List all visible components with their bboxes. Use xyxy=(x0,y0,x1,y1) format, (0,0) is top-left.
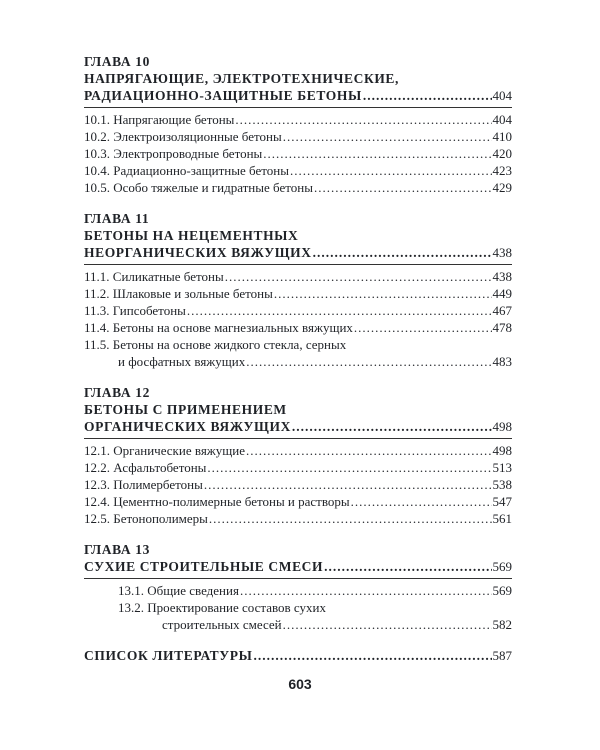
table-of-contents xyxy=(84,53,512,664)
divider xyxy=(84,264,512,265)
chapter-13 xyxy=(84,541,512,633)
toc-item xyxy=(84,179,512,196)
toc-item-label: 13.1. Общие сведения xyxy=(118,583,239,598)
toc-item xyxy=(84,582,512,599)
leader-dots xyxy=(207,459,491,476)
page-ref: 404 xyxy=(492,88,512,103)
page-ref: 587 xyxy=(492,648,512,663)
leader-dots xyxy=(253,647,491,664)
page-ref: 420 xyxy=(492,146,512,161)
page-ref: 410 xyxy=(492,129,512,144)
divider xyxy=(84,438,512,439)
toc-item-label: 11.1. Силикатные бетоны xyxy=(84,269,224,284)
leader-dots xyxy=(204,476,492,493)
toc-item-label: 10.5. Особо тяжелые и гидратные бетоны xyxy=(84,180,313,195)
leader-dots xyxy=(351,493,492,510)
toc-item xyxy=(84,353,512,370)
toc-item-label: 10.1. Напрягающие бетоны xyxy=(84,112,235,127)
chapter-label: ГЛАВА 11 xyxy=(84,211,150,226)
toc-item-label: строительных смесей xyxy=(162,617,282,632)
toc-item-label: 10.3. Электропроводные бетоны xyxy=(84,146,263,161)
references-row xyxy=(84,647,512,664)
toc-item-label: 11.2. Шлаковые и зольные бетоны xyxy=(84,286,273,301)
toc-item-label: 10.4. Радиационно-защитные бетоны xyxy=(84,163,289,178)
toc-item-label: 11.4. Бетоны на основе магнезиальных вяжущих xyxy=(84,320,353,335)
toc-item xyxy=(84,319,512,336)
toc-item xyxy=(84,476,512,493)
leader-dots xyxy=(324,558,491,575)
chapter-label: ГЛАВА 10 xyxy=(84,54,150,69)
chapter-title-row xyxy=(84,418,512,435)
chapter-title: БЕТОНЫ НА НЕЦЕМЕНТНЫХ xyxy=(84,228,299,243)
page-ref: 449 xyxy=(492,286,512,301)
chapter-title: СУХИЕ СТРОИТЕЛЬНЫЕ СМЕСИ xyxy=(84,559,324,574)
toc-item xyxy=(84,145,512,162)
chapter-label: ГЛАВА 13 xyxy=(84,542,150,557)
chapter-title: РАДИАЦИОННО-ЗАЩИТНЫЕ БЕТОНЫ xyxy=(84,88,362,103)
leader-dots xyxy=(240,582,492,599)
chapter-title: ОРГАНИЧЕСКИХ ВЯЖУЩИХ xyxy=(84,419,291,434)
toc-item-label: 12.2. Асфальтобетоны xyxy=(84,460,207,475)
toc-item-label: 12.4. Цементно-полимерные бетоны и растворы xyxy=(84,494,350,509)
chapter-title: НЕОРГАНИЧЕСКИХ ВЯЖУЩИХ xyxy=(84,245,312,260)
leader-dots xyxy=(290,162,492,179)
toc-item xyxy=(84,302,512,319)
page-ref: 547 xyxy=(492,494,512,509)
chapter-11 xyxy=(84,210,512,370)
toc-item-label: 12.1. Органические вяжущие xyxy=(84,443,246,458)
chapter-title-row xyxy=(84,87,512,104)
leader-dots xyxy=(235,111,491,128)
toc-item-label: 12.3. Полимербетоны xyxy=(84,477,203,492)
page-ref: 569 xyxy=(492,583,512,598)
leader-dots xyxy=(283,128,492,145)
divider xyxy=(84,107,512,108)
chapter-10 xyxy=(84,53,512,196)
page-ref: 513 xyxy=(492,460,512,475)
toc-item xyxy=(84,442,512,459)
toc-item xyxy=(84,285,512,302)
toc-item xyxy=(84,493,512,510)
page-number: 603 xyxy=(288,676,312,692)
toc-item-label: и фосфатных вяжущих xyxy=(118,354,246,369)
leader-dots xyxy=(263,145,491,162)
leader-dots xyxy=(283,616,492,633)
toc-item xyxy=(84,459,512,476)
page-ref: 423 xyxy=(492,163,512,178)
page-ref: 498 xyxy=(492,419,512,434)
toc-item-label: 10.2. Электроизоляционные бетоны xyxy=(84,129,282,144)
toc-item-label: 11.3. Гипсобетоны xyxy=(84,303,186,318)
leader-dots xyxy=(314,179,492,196)
divider xyxy=(84,578,512,579)
chapter-title-row xyxy=(84,244,512,261)
toc-item xyxy=(84,616,512,633)
page-ref: 467 xyxy=(492,303,512,318)
leader-dots xyxy=(292,418,492,435)
toc-item xyxy=(84,510,512,527)
toc-item xyxy=(84,268,512,285)
toc-item xyxy=(84,111,512,128)
chapter-title: БЕТОНЫ С ПРИМЕНЕНИЕМ xyxy=(84,402,287,417)
toc-item xyxy=(84,128,512,145)
leader-dots xyxy=(313,244,492,261)
toc-item xyxy=(84,162,512,179)
page-ref: 429 xyxy=(492,180,512,195)
page-ref: 582 xyxy=(492,617,512,632)
page-ref: 498 xyxy=(492,443,512,458)
toc-item-label: 11.5. Бетоны на основе жидкого стекла, серных xyxy=(84,337,347,352)
toc-item-label: 12.5. Бетонополимеры xyxy=(84,511,208,526)
leader-dots xyxy=(225,268,492,285)
toc-item-label: 13.2. Проектирование составов сухих xyxy=(118,600,326,615)
page-ref: 438 xyxy=(492,269,512,284)
leader-dots xyxy=(209,510,492,527)
chapter-title-row xyxy=(84,558,512,575)
page-ref: 483 xyxy=(492,354,512,369)
leader-dots xyxy=(274,285,492,302)
references-title: СПИСОК ЛИТЕРАТУРЫ xyxy=(84,648,253,663)
chapter-title: НАПРЯГАЮЩИЕ, ЭЛЕКТРОТЕХНИЧЕСКИЕ, xyxy=(84,71,400,86)
page-ref: 404 xyxy=(492,112,512,127)
leader-dots xyxy=(354,319,492,336)
page-ref: 438 xyxy=(492,245,512,260)
leader-dots xyxy=(246,442,491,459)
leader-dots xyxy=(246,353,491,370)
page-ref: 538 xyxy=(492,477,512,492)
chapter-12 xyxy=(84,384,512,527)
leader-dots xyxy=(363,87,492,104)
leader-dots xyxy=(187,302,492,319)
page-ref: 561 xyxy=(492,511,512,526)
page-ref: 569 xyxy=(492,559,512,574)
page-ref: 478 xyxy=(492,320,512,335)
chapter-label: ГЛАВА 12 xyxy=(84,385,150,400)
